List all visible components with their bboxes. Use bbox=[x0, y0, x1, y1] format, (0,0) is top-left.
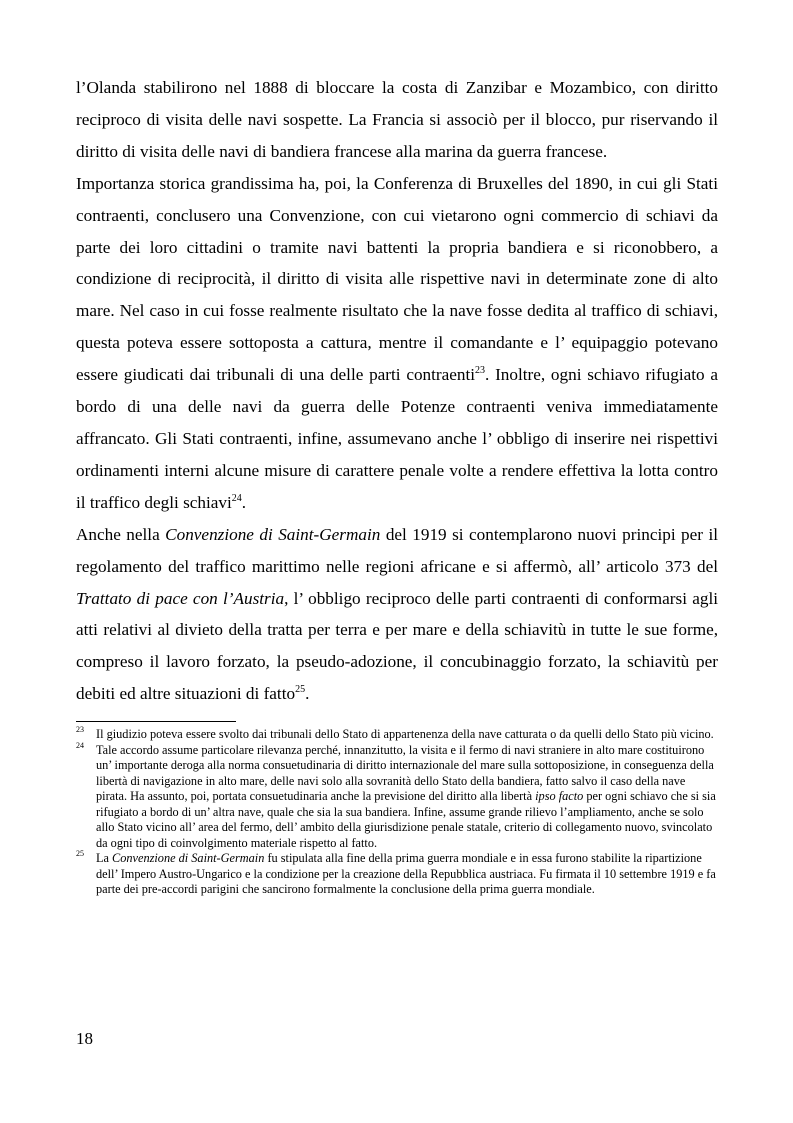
paragraph-saint-germain bbox=[76, 519, 718, 710]
text-run: . bbox=[241, 492, 247, 512]
paragraph-brussels-conference bbox=[76, 168, 718, 519]
footnotes bbox=[76, 727, 718, 898]
text-run: Importanza storica grandissima ha, poi, la Conferenza di Bruxelles del 1890, in cui gli Stati contraenti, conclusero una Convenzione, con cui vietarono ogni commercio di schiavi da parte dei loro cittadini o tramite navi battenti la propria bandiera e si riconobbero, a condizione di reciprocità, il diritto di visita alle rispettive navi in determinate zone di alto mare. Nel caso in cui fosse realmente risultato che la nave fosse dedita al traffico di schiavi, questa poteva essere sottoposta a cattura, mentre il comandante e l’ equipaggio potevano essere giudicati dai tribunali di una delle parti contraenti bbox=[76, 173, 718, 385]
footnote-text bbox=[96, 727, 714, 741]
document-page bbox=[76, 72, 718, 898]
text-run: Tale accordo assume particolare rilevanza perché, innanzitutto, la visita e il fermo di navi straniere in alto mare costituirono un’ importante deroga alla norma consuetudinaria di diritto internazionale del mare sulla sottoposizione, in conseguenza della libertà di navigazione in alto mare, delle navi solo alla sovranità dello Stato della bandiera, fatto salvo il caso della nave pirata. Ha assunto, poi, portata consuetudinaria anche la previsione del diritto alla libertà bbox=[96, 742, 714, 804]
text-run: per ogni schiavo che si sia rifugiato a bordo di un’ altra nave, quale che sia la sua bandiera. Infine, assume grande rilievo l’ampliamento, anche se solo allo Stato vicino all’ area del fermo, dell’ ambito della giurisdizione penale statale, criterio di collegamento nuovo, svincolato da ogni tipo di coinvolgimento materiale rispetto al fatto. bbox=[96, 789, 716, 850]
page-number: 18 bbox=[76, 1029, 93, 1048]
paragraph-blockade bbox=[76, 72, 718, 168]
footnote-24 bbox=[76, 740, 718, 852]
text-run: Il giudizio poteva essere svolto dai tribunali dello Stato di appartenenza della nave catturata o da quelli dello Stato più vicino. bbox=[96, 727, 714, 742]
body-text bbox=[76, 72, 718, 710]
footnote-25 bbox=[76, 851, 718, 898]
text-run: Anche nella bbox=[76, 524, 166, 544]
text-run: La bbox=[96, 851, 113, 866]
footnote-reference: 25 bbox=[295, 684, 306, 696]
text-run: l’Olanda stabilirono nel 1888 di bloccare la costa di Zanzibar e Mozambico, con diritto reciproco di visita delle navi sospette. La Francia si associò per il blocco, pur riservando il diritto di visita delle navi di bandiera francese alla marina da guerra francese. bbox=[76, 78, 718, 161]
italic-title: Convenzione di Saint-Germain bbox=[112, 851, 265, 866]
footnote-number: 25 bbox=[76, 849, 84, 859]
footnote-number: 24 bbox=[76, 740, 84, 750]
footnote-23 bbox=[76, 727, 718, 743]
footnote-reference: 24 bbox=[231, 492, 242, 504]
footnote-text bbox=[96, 851, 716, 896]
text-run: del 1919 si contemplarono nuovi principi per il regolamento del traffico marittimo nelle regioni africane e si affermò, all’ articolo 373 del bbox=[76, 524, 718, 576]
text-run: . Inoltre, ogni schiavo rifugiato a bordo di una delle navi da guerra delle Potenze contraenti veniva immediatamente affrancato. Gli Stati contraenti, infine, assumevano anche l’ obbligo di inserire nei rispettivi ordinamenti interni alcune misure di carattere penale volte a rendere effettiva la lotta contro il traffico degli schiavi bbox=[76, 365, 718, 512]
footnote-text bbox=[96, 743, 716, 850]
footnote-separator bbox=[76, 721, 236, 722]
text-run: fu stipulata alla fine della prima guerra mondiale e in essa furono stabilite la ripartizione dell’ Impero Austro-Ungarico e la condizione per la creazione della Repubblica austriaca. Fu firmata il 10 settembre 1919 e fa parte dei pre-accordi parigini che sancirono formalmente la conclusione della prima guerra mondiale. bbox=[96, 851, 716, 897]
footnote-number: 23 bbox=[76, 725, 84, 735]
italic-title: Convenzione di Saint-Germain bbox=[165, 524, 381, 544]
text-run: , l’ obbligo reciproco delle parti contraenti di conformarsi agli atti relativi al divieto della tratta per terra e per mare e della schiavitù in tutte le sue forme, compreso il lavoro forzato, la pseudo-adozione, il concubinaggio forzato, la schiavitù per debiti ed altre situazioni di fatto bbox=[76, 588, 718, 704]
italic-title: Trattato di pace con l’Austria bbox=[76, 588, 285, 608]
footnote-reference: 23 bbox=[475, 365, 486, 377]
text-run: . bbox=[305, 684, 310, 704]
italic-title: ipso facto bbox=[535, 789, 584, 804]
